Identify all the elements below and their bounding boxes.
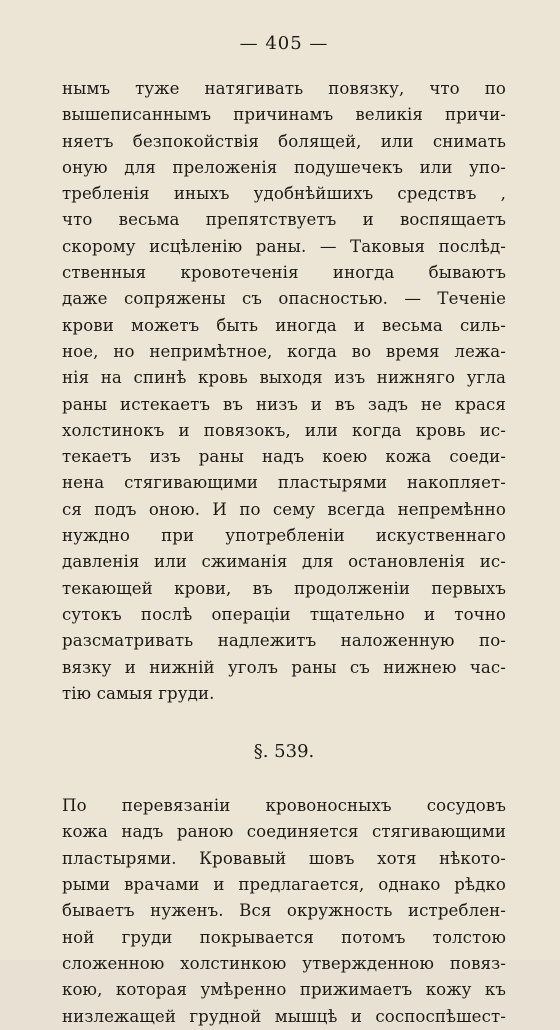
text-line: давленія или сжиманія для остановленія ис- bbox=[62, 552, 506, 572]
text-line: бываетъ нуженъ. Вся окружность истреблен- bbox=[62, 901, 506, 921]
text-line: сложенною холстинкою утвержденною повяз- bbox=[62, 953, 506, 973]
text-line: текаетъ изъ раны надъ коею кожа соеди- bbox=[62, 447, 506, 467]
text-line: пластырями. Кровавый шовъ хотя нѣкото- bbox=[62, 848, 506, 868]
text-line: ной груди покрывается потомъ толстою bbox=[62, 927, 506, 947]
text-line: оную для преложенія подушечекъ или упо- bbox=[62, 157, 506, 177]
text-line: раны истекаетъ въ низъ и въ задъ не крася bbox=[62, 394, 506, 414]
text-line: кою, которая умѣренно прижимаетъ кожу къ bbox=[62, 980, 506, 1000]
section-heading: §. 539. bbox=[253, 741, 315, 763]
text-line: рыми врачами и предлагается, однако рѣдко bbox=[62, 875, 506, 895]
page-number: — 405 — bbox=[239, 33, 329, 54]
text-line: нія на спинѣ кровь выходя изъ нижняго угла bbox=[62, 368, 506, 388]
text-line: нуждно при употребленіи искуственнаго bbox=[62, 526, 506, 546]
text-line: По перевязаніи кровоносныхъ сосудовъ bbox=[62, 796, 506, 816]
text-line: низлежащей грудной мышцѣ и соспоспѣшест- bbox=[62, 1006, 506, 1026]
text-line: скорому исцѣленію раны. — Таковыя послѣд- bbox=[62, 236, 506, 256]
text-line: ственныя кровотеченія иногда бываютъ bbox=[62, 263, 506, 283]
text-line: требленія иныхъ удобнѣйшихъ средствъ , bbox=[62, 184, 506, 204]
text-line: кожа надъ раною соединяется стягивающими bbox=[62, 822, 506, 842]
text-line: ся подъ оною. И по сему всегда непремѣнно bbox=[62, 499, 506, 519]
text-line: крови можетъ быть иногда и весьма силь- bbox=[62, 315, 506, 335]
text-line: холстинокъ и повязокъ, или когда кровь ис- bbox=[62, 420, 506, 440]
text-line: вязку и нижній уголъ раны съ нижнею час- bbox=[62, 657, 506, 677]
text-line: текающей крови, въ продолженіи первыхъ bbox=[62, 578, 506, 598]
text-line: нымъ туже натягивать повязку, что по bbox=[62, 79, 506, 98]
text-line: даже сопряжены съ опасностью. — Теченіе bbox=[62, 289, 506, 309]
text-line: ное, но непримѣтное, когда во время лежа- bbox=[62, 341, 506, 361]
text-line: тію самыя груди. bbox=[62, 683, 215, 703]
paragraph-section-539 bbox=[62, 793, 506, 1030]
text-line: разсматривать надлежитъ наложенную по- bbox=[62, 631, 506, 651]
text-line: что весьма препятствуетъ и воспящаетъ bbox=[62, 210, 506, 230]
text-line: сутокъ послѣ операціи тщательно и точно bbox=[62, 604, 506, 624]
text-line: вышеписаннымъ причинамъ великія причи- bbox=[62, 105, 506, 125]
text-line: няетъ безпокойствія болящей, или снимать bbox=[62, 131, 506, 151]
text-line: нена стягивающими пластырями накопляет- bbox=[62, 473, 506, 493]
paragraph-continued bbox=[62, 76, 506, 707]
